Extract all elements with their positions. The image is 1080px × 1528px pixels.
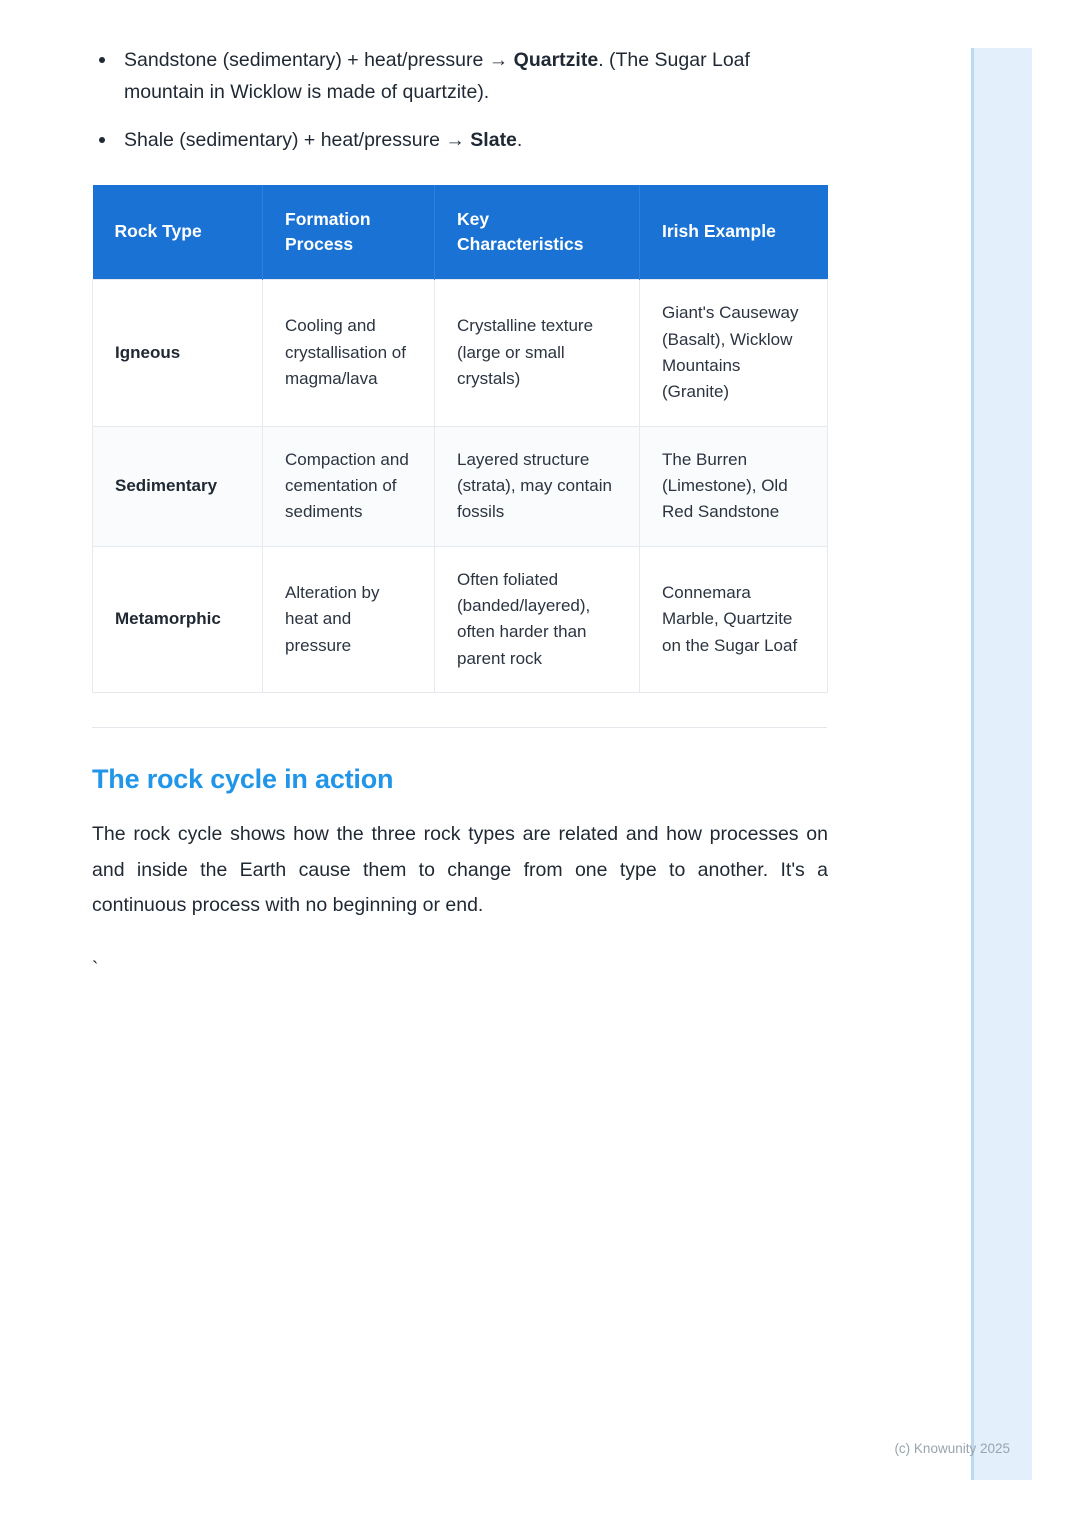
cell-formation-process: Compaction and cementation of sediments (263, 426, 435, 546)
rock-types-table (92, 185, 828, 694)
cell-rock-type: Metamorphic (93, 546, 263, 692)
bullet-text-bold: Slate (470, 129, 517, 152)
cell-formation-process: Alteration by heat and pressure (263, 546, 435, 692)
bullet-text-post: . (516, 129, 523, 152)
cell-key-characteristics: Often foliated (banded/layered), often harder than parent rock (435, 546, 640, 692)
bullet-text-bold: Quartzite (513, 49, 599, 71)
table-row (93, 546, 828, 692)
table-row (93, 426, 828, 546)
list-item (92, 124, 828, 156)
column-header-key-characteristics: Key Characteristics (435, 185, 640, 280)
page-title: The rock cycle in action (92, 764, 394, 795)
cell-rock-type: Igneous (93, 280, 263, 426)
column-header-rock-type: Rock Type (93, 185, 263, 280)
metamorphic-examples-list (92, 44, 828, 157)
footer-copyright: (c) Knowunity 2025 (894, 1441, 1010, 1456)
document-content (92, 44, 828, 979)
column-header-formation-process: Formation Process (263, 185, 435, 280)
cell-irish-example: The Burren (Limestone), Old Red Sandstone (640, 426, 828, 546)
stray-backtick-mark: ` (92, 959, 99, 981)
table-header-row (93, 185, 828, 280)
list-item (92, 44, 828, 108)
bullet-text-pre: Sandstone (sedimentary) + heat/pressure → (124, 49, 514, 71)
cell-irish-example: Connemara Marble, Quartzite on the Sugar Loaf (640, 546, 828, 692)
cell-irish-example: Giant's Causeway (Basalt), Wicklow Mountains (Granite) (640, 280, 828, 426)
section-paragraph: The rock cycle shows how the three rock types are related and how processes on and inside the Earth cause them to change from one type to another. It's a continuous process with no beginning or end. (92, 823, 828, 917)
cell-rock-type: Sedimentary (93, 426, 263, 546)
bullet-text-pre: Shale (sedimentary) + heat/pressure → (124, 129, 471, 152)
section-divider (92, 727, 827, 728)
table-row (93, 280, 828, 426)
column-header-irish-example: Irish Example (640, 185, 828, 280)
cell-formation-process: Cooling and crystallisation of magma/lava (263, 280, 435, 426)
cell-key-characteristics: Crystalline texture (large or small crystals) (435, 280, 640, 426)
cell-key-characteristics: Layered structure (strata), may contain fossils (435, 426, 640, 546)
page-edge-decoration (971, 48, 1032, 1480)
bullet-text-post: . (The Sugar Loaf mountain in Wicklow is made of quartzite). (124, 49, 750, 104)
